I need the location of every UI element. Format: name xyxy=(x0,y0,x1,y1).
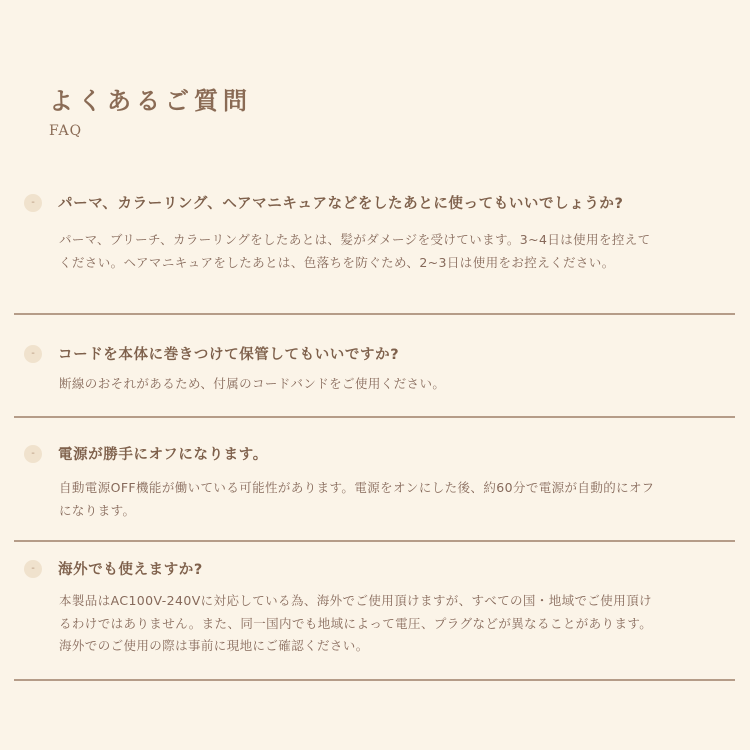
faq-question-row[interactable] xyxy=(24,343,399,364)
faq-question[interactable]: 海外でも使えますか? xyxy=(58,562,203,578)
faq-question[interactable]: パーマ、カラーリング、ヘアマニキュアなどをしたあとに使ってもいいでしょうか? xyxy=(58,196,624,212)
faq-divider xyxy=(14,540,735,542)
page-subtitle: FAQ xyxy=(49,123,83,139)
faq-question[interactable]: 電源が勝手にオフになります。 xyxy=(58,447,268,463)
collapse-icon[interactable]: - xyxy=(24,445,42,463)
collapse-icon[interactable]: - xyxy=(24,560,42,578)
collapse-icon[interactable]: - xyxy=(24,345,42,363)
faq-divider xyxy=(14,679,735,681)
faq-question-row[interactable] xyxy=(24,558,203,579)
faq-question-row[interactable] xyxy=(24,192,624,213)
faq-answer: 本製品はAC100V-240Vに対応している為、海外でご使用頂けますが、すべての国・地域でご使用頂けるわけではありません。また、同一国内でも地域によって電圧、プラグなどが異なることがあります。海外でのご使用の際は事前に現地にご確認ください。 xyxy=(59,593,653,653)
faq-answer: 断線のおそれがあるため、付属のコードバンドをご使用ください。 xyxy=(59,376,446,391)
page-title: よくあるご質問 xyxy=(49,86,252,115)
faq-answer: パーマ、ブリーチ、カラーリングをしたあとは、髪がダメージを受けています。3~4日は使用を控えてください。ヘアマニキュアをしたあとは、色落ちを防ぐため、2~3日は使用をお控えください。 xyxy=(59,232,651,270)
faq-divider xyxy=(14,416,735,418)
faq-question[interactable]: コードを本体に巻きつけて保管してもいいですか? xyxy=(58,347,400,363)
collapse-icon[interactable]: - xyxy=(24,194,42,212)
faq-question-row[interactable] xyxy=(24,443,268,464)
faq-divider xyxy=(14,313,735,315)
faq-answer: 自動電源OFF機能が働いている可能性があります。電源をオンにした後、約60分で電源が自動的にオフになります。 xyxy=(59,480,655,518)
